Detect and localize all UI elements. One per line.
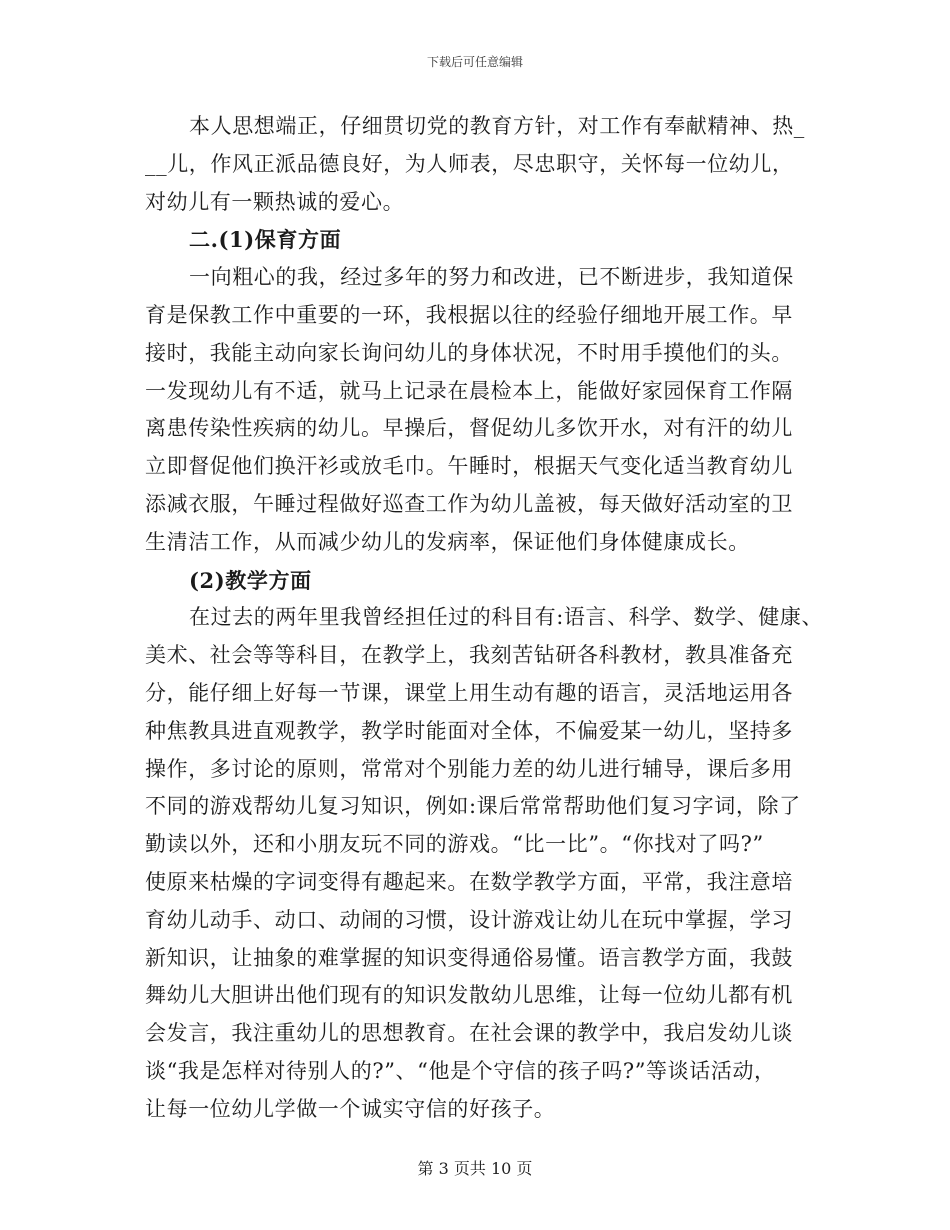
- section-heading: (2)教学方面: [189, 567, 312, 593]
- text-line: 离患传染性疾病的幼儿。早操后，督促幼儿多饮开水，对有汗的幼儿: [145, 416, 793, 441]
- text-line: 舞幼儿大胆讲出他们现有的知识发散幼儿思维，让每一位幼儿都有机: [145, 983, 793, 1008]
- page-footer: 第 3 页共 10 页: [417, 1159, 533, 1178]
- text-line: 使原来枯燥的字词变得有趣起来。在数学教学方面，平常，我注意培: [145, 869, 793, 894]
- text-line: 勤读以外，还和小朋友玩不同的游戏。“比一比”。“你找对了吗?”: [145, 832, 764, 857]
- text-line: __儿，作风正派品德良好，为人师表，尽忠职守，关怀每一位幼儿，: [145, 151, 794, 176]
- text-line: 生清洁工作，从而减少幼儿的发病率，保证他们身体健康成长。: [145, 529, 750, 554]
- text-line: 接时，我能主动向家长询问幼儿的身体状况，不时用手摸他们的头。: [145, 340, 793, 365]
- text-line: 添减衣服，午睡过程做好巡查工作为幼儿盖被，每天做好活动室的卫: [145, 491, 793, 516]
- text-line: 分，能仔细上好每一节课，课堂上用生动有趣的语言，灵活地运用各: [145, 680, 793, 705]
- page-header: 下载后可任意编辑: [426, 55, 523, 69]
- text-line: 谈“我是怎样对待别人的?”、“他是个守信的孩子吗?”等谈话活动，: [145, 1058, 776, 1083]
- text-line: 种焦教具进直观教学，教学时能面对全体，不偏爱某一幼儿，坚持多: [145, 718, 793, 743]
- text-line: 操作，多讨论的原则，常常对个别能力差的幼儿进行辅导，课后多用: [145, 756, 793, 781]
- text-line: 会发言，我注重幼儿的思想教育。在社会课的教学中，我启发幼儿谈: [145, 1021, 793, 1046]
- text-line: 一向粗心的我，经过多年的努力和改进，已不断进步，我知道保: [189, 265, 794, 290]
- text-line: 立即督促他们换汗衫或放毛巾。午睡时，根据天气变化适当教育幼儿: [145, 454, 793, 479]
- text-line: 新知识，让抽象的难掌握的知识变得通俗易懂。语言教学方面，我鼓: [145, 945, 793, 970]
- text-line: 让每一位幼儿学做一个诚实守信的好孩子。: [145, 1096, 556, 1121]
- text-line: 本人思想端正，仔细贯切党的教育方针，对工作有奉献精神、热_: [189, 114, 805, 138]
- section-heading: 二.(1)保育方面: [189, 227, 342, 253]
- text-line: 在过去的两年里我曾经担任过的科目有:语言、科学、数学、健康、: [189, 605, 824, 630]
- text-line: 不同的游戏帮幼儿复习知识，例如:课后常常帮助他们复习字词，除了: [145, 794, 801, 819]
- text-line: 育是保教工作中重要的一环，我根据以往的经验仔细地开展工作。早: [145, 302, 793, 327]
- text-line: 育幼儿动手、动口、动闹的习惯，设计游戏让幼儿在玩中掌握，学习: [145, 907, 793, 932]
- text-line: 一发现幼儿有不适，就马上记录在晨检本上，能做好家园保育工作隔: [145, 378, 793, 403]
- text-line: 美术、社会等等科目，在教学上，我刻苦钻研各科教材，教具准备充: [145, 643, 793, 668]
- text-line: 对幼儿有一颗热诚的爱心。: [145, 189, 405, 214]
- document-body: [145, 108, 825, 1129]
